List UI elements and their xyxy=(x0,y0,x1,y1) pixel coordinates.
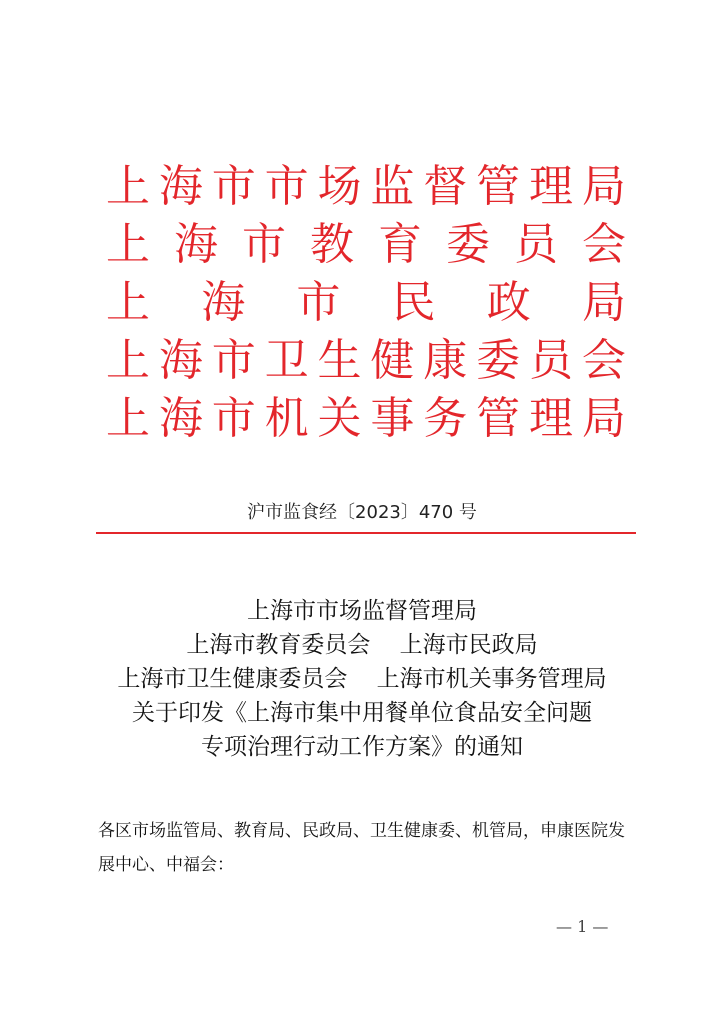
issuer-char: 上 xyxy=(106,219,150,270)
issuer-char: 海 xyxy=(158,393,203,444)
issuer-char: 监 xyxy=(370,161,415,212)
issuer-char: 理 xyxy=(529,161,573,212)
issuer-char: 民 xyxy=(391,277,436,328)
issuer-char: 健 xyxy=(370,335,415,386)
issuer-char: 卫 xyxy=(264,335,309,386)
issuer-char: 员 xyxy=(514,219,558,270)
page-number: — 1 — xyxy=(556,917,609,936)
issuer-char: 育 xyxy=(378,219,422,270)
issuer-char: 上 xyxy=(106,335,150,386)
title-line: 专项治理行动工作方案》的通知 xyxy=(201,734,523,760)
issuer-char: 政 xyxy=(486,277,531,328)
issuer-char: 上 xyxy=(106,393,150,444)
recipients-salutation: 各区市场监管局、教育局、民政局、卫生健康委、机管局，申康医院发展中心、中福会： xyxy=(98,821,625,875)
issuer-char: 会 xyxy=(581,335,626,386)
issuer-char: 场 xyxy=(317,161,362,212)
issuer-char: 局 xyxy=(581,161,626,212)
issuer-char: 市 xyxy=(211,335,256,386)
issuer-char: 市 xyxy=(211,161,256,212)
issuer-char: 市 xyxy=(242,219,286,270)
issuing-authorities-header xyxy=(106,158,626,448)
title-line: 上海市卫生健康委员会 上海市机关事务管理局 xyxy=(117,666,607,692)
red-divider-line xyxy=(96,532,636,534)
issuer-char: 督 xyxy=(423,161,468,212)
issuer-char: 局 xyxy=(581,393,626,444)
issuer-char: 市 xyxy=(264,161,309,212)
title-line: 上海市市场监督管理局 xyxy=(247,598,477,624)
issuer-char: 委 xyxy=(476,335,521,386)
issuer-char: 委 xyxy=(446,219,490,270)
issuer-char: 海 xyxy=(158,335,203,386)
issuer-char: 事 xyxy=(370,393,415,444)
issuer-char: 海 xyxy=(158,161,203,212)
issuer-char: 教 xyxy=(310,219,354,270)
issuer-char: 务 xyxy=(423,393,468,444)
document-number: 沪市监食经〔2023〕470 号 xyxy=(247,502,477,523)
issuer-char: 生 xyxy=(317,335,362,386)
issuer-char: 机 xyxy=(264,393,309,444)
issuer-line xyxy=(106,158,626,216)
document-title xyxy=(0,594,724,764)
issuer-char: 局 xyxy=(581,277,626,328)
issuer-char: 上 xyxy=(106,161,150,212)
issuer-char: 关 xyxy=(317,393,362,444)
issuer-char: 康 xyxy=(423,335,468,386)
issuer-line xyxy=(106,390,626,448)
issuer-char: 海 xyxy=(201,277,246,328)
issuer-char: 管 xyxy=(476,393,521,444)
issuer-char: 管 xyxy=(476,161,521,212)
issuer-char: 理 xyxy=(529,393,573,444)
issuer-line xyxy=(106,216,626,274)
issuer-char: 市 xyxy=(211,393,256,444)
issuer-char: 市 xyxy=(296,277,341,328)
title-line: 上海市教育委员会 上海市民政局 xyxy=(186,632,538,658)
issuer-line xyxy=(106,274,626,332)
issuer-char: 员 xyxy=(529,335,573,386)
issuer-line xyxy=(106,332,626,390)
issuer-char: 会 xyxy=(582,219,626,270)
issuer-char: 上 xyxy=(106,277,150,328)
title-line: 关于印发《上海市集中用餐单位食品安全问题 xyxy=(132,700,592,726)
issuer-char: 海 xyxy=(174,219,218,270)
